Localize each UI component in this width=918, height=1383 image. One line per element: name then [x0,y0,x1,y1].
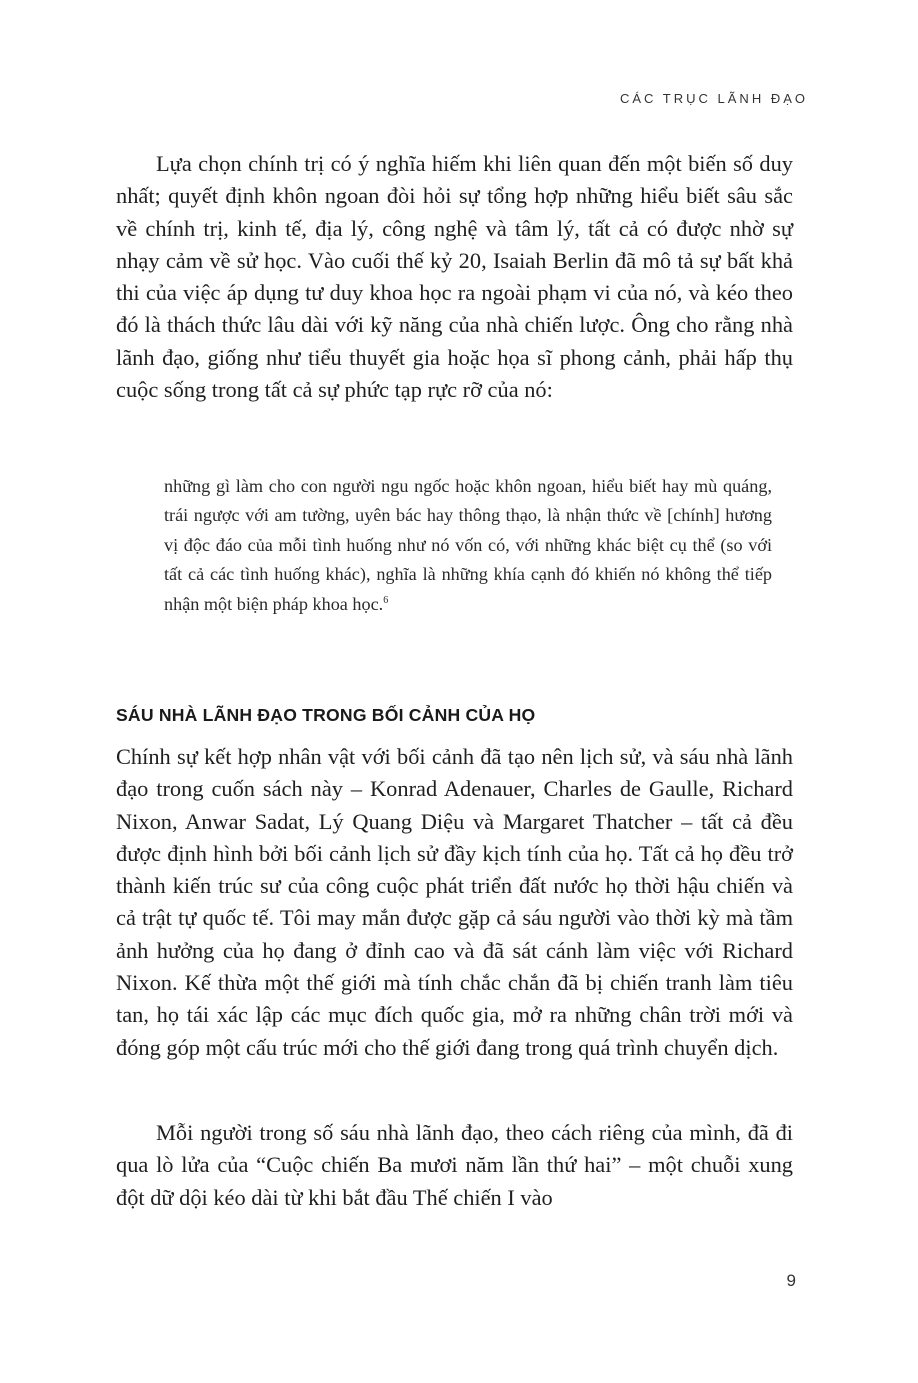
running-header: CÁC TRỤC LÃNH ĐẠO [619,91,808,106]
paragraph-1: Lựa chọn chính trị có ý nghĩa hiếm khi liên quan đến một biến số duy nhất; quyết định khôn ngoan đòi hỏi sự tổng hợp những hiểu biết sâu sắc về chính trị, kinh tế, địa lý, công nghệ và tâm lý, tất cả có được nhờ sự nhạy cảm về sử học. Vào cuối thế kỷ 20, Isaiah Berlin đã mô tả sự bất khả thi của việc áp dụng tư duy khoa học ra ngoài phạm vi của nó, và kéo theo đó là thách thức lâu dài với kỹ năng của nhà chiến lược. Ông cho rằng nhà lãnh đạo, giống như tiểu thuyết gia hoặc họa sĩ phong cảnh, phải hấp thụ cuộc sống trong tất cả sự phức tạp rực rỡ của nó: [116,151,793,403]
paragraph-2: Chính sự kết hợp nhân vật với bối cảnh đã tạo nên lịch sử, và sáu nhà lãnh đạo trong cuốn sách này – Konrad Adenauer, Charles de Gaulle, Richard Nixon, Anwar Sadat, Lý Quang Diệu và Margaret Thatcher – tất cả đều được định hình bởi bối cảnh lịch sử đầy kịch tính của họ. Tất cả họ đều trở thành kiến trúc sư của công cuộc phát triển đất nước họ thời hậu chiến và cả trật tự quốc tế. Tôi may mắn được gặp cả sáu người vào thời kỳ mà tầm ảnh hưởng của họ đang ở đỉnh cao và đã sát cánh làm việc với Richard Nixon. Kế thừa một thế giới mà tính chắc chắn đã bị chiến tranh làm tiêu tan, họ tái xác lập các mục đích quốc gia, mở ra những chân trời mới và đóng góp một cấu trúc mới cho thế giới đang trong quá trình chuyển dịch. [116,744,793,1060]
section-heading: SÁU NHÀ LÃNH ĐẠO TRONG BỐI CẢNH CỦA HỌ [116,705,536,725]
paragraph-1-block [116,148,793,406]
footnote-reference[interactable]: 6 [383,594,389,606]
block-quote-text: những gì làm cho con người ngu ngốc hoặc khôn ngoan, hiểu biết hay mù quáng, trái ngược với am tường, uyên bác hay thông thạo, là nhận thức về [chính] hương vị độc đáo của mỗi tình huống như nó vốn có, với những khác biệt cụ thể (so với tất cả các tình huống khác), nghĩa là những khía cạnh đó khiến nó không thể tiếp nhận một biện pháp khoa học. [164,476,772,614]
block-quote [164,472,772,619]
paragraph-3: Mỗi người trong số sáu nhà lãnh đạo, theo cách riêng của mình, đã đi qua lò lửa của “Cuộc chiến Ba mươi năm lần thứ hai” – một chuỗi xung đột dữ dội kéo dài từ khi bắt đầu Thế chiến I vào [116,1120,793,1210]
paragraph-2-block [116,741,793,1064]
page-number: 9 [786,1271,796,1290]
paragraph-3-block [116,1117,793,1214]
